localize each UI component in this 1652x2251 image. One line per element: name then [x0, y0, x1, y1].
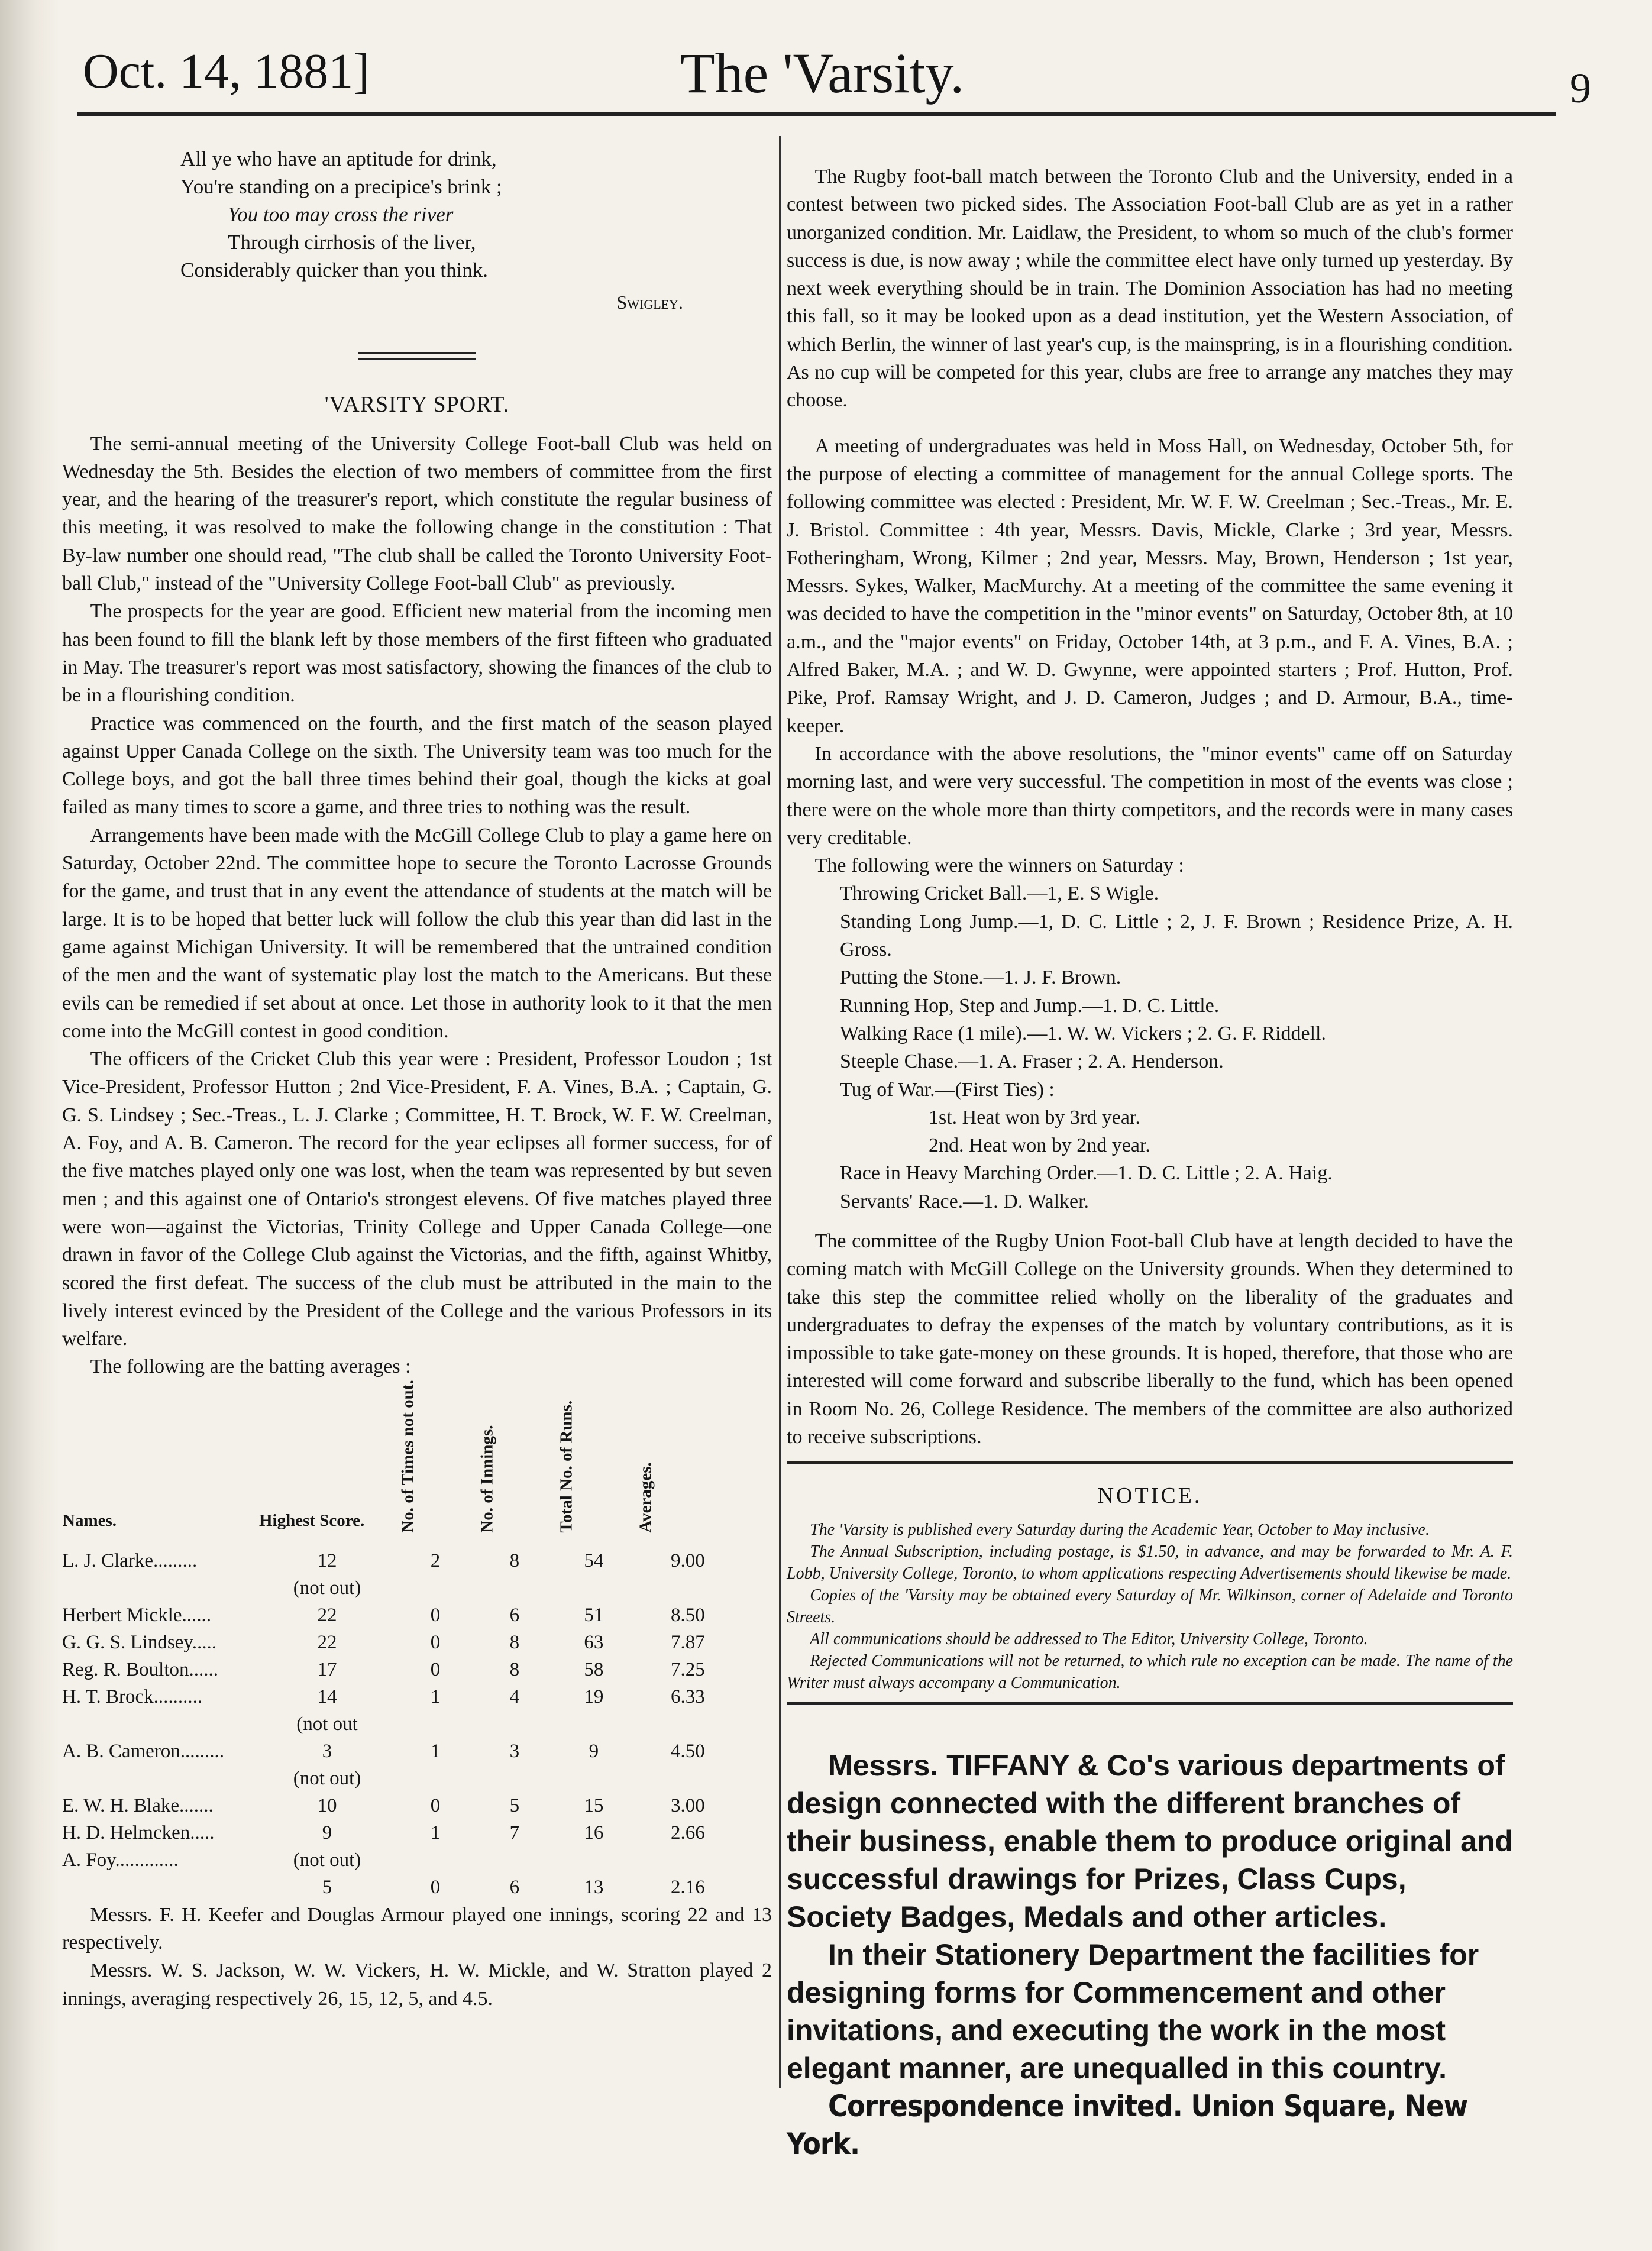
- notice-item: Copies of the 'Varsity may be obtained every Saturday of Mr. Wilkinson, corner of Adelaide and Toronto Streets.: [787, 1586, 1513, 1626]
- article-paragraph: The Rugby foot-ball match between the Toronto Club and the University, ended in a contest between two picked sides. The Association Foot-ball Club are as yet in a rather unorganized condition. Mr. Laidlaw, the President, to whom so much of the club's former success is due, is now away ; while the committee elect have only turned up yesterday. By next week everything should be in train. The Dominion Association has had no meeting this fall, so it may be looked upon as a dead institution, yet the Western Association, of which Berlin, the winner of last year's cup, is the mainspring, is in a flourishing condition. As no cup will be competed for this year, clubs are free to arrange any matches they may choose.: [787, 166, 1513, 412]
- cell-name: H. D. Helmcken.....: [62, 1822, 215, 1844]
- cell-high: 10: [317, 1794, 337, 1816]
- column-header: Highest Score.: [259, 1511, 365, 1531]
- cell-avg: 4.50: [671, 1740, 705, 1762]
- cell-notout: [396, 1710, 475, 1738]
- cell-runs: [554, 1710, 633, 1738]
- cell-avg: [633, 1765, 742, 1792]
- batting-averages-table: [62, 1380, 742, 1901]
- winner-entry: 2nd. Heat won by 2nd year.: [929, 1134, 1150, 1157]
- cell-name: [62, 1710, 258, 1738]
- table-row: [62, 1602, 742, 1629]
- cell-runs: 51: [584, 1604, 604, 1626]
- cell-avg: 7.87: [671, 1631, 705, 1653]
- column-header: No. of Times not out.: [398, 1380, 418, 1534]
- cell-notout: [396, 1846, 475, 1874]
- notice-item: All communications should be addressed to The Editor, University College, Toronto.: [810, 1629, 1368, 1648]
- table-row: [62, 1819, 742, 1846]
- cell-notout: 1: [430, 1740, 441, 1762]
- winner-entry: Walking Race (1 mile).—1. W. W. Vickers ; 2. G. F. Riddell.: [840, 1022, 1326, 1044]
- winner-entry: Servants' Race.—1. D. Walker.: [840, 1190, 1090, 1212]
- table-row: [62, 1574, 742, 1602]
- notice-rule: [787, 1461, 1513, 1464]
- cell-runs: [554, 1846, 633, 1874]
- cell-name: [62, 1765, 258, 1792]
- cell-runs: [554, 1765, 633, 1792]
- cell-avg: 7.25: [671, 1658, 705, 1680]
- header-date: Oct. 14, 1881]: [83, 44, 370, 99]
- winner-entry: Tug of War.—(First Ties) :: [840, 1078, 1055, 1101]
- table-row: [62, 1846, 742, 1874]
- cell-avg: 6.33: [671, 1686, 705, 1707]
- article-paragraph: In accordance with the above resolutions, the "minor events" came off on Saturday morning last, and were very successful. The competition in most of the events was close ; there were on the whole more than thirty competitors, and the records were in many cases very creditable.: [787, 742, 1513, 849]
- cell-high: (not out): [293, 1849, 361, 1871]
- header-rule: [77, 112, 1556, 116]
- cell-high: (not out: [296, 1713, 358, 1735]
- notice-item: The 'Varsity is published every Saturday during the Academic Year, October to May inclusive.: [810, 1520, 1430, 1539]
- winner-entry: Putting the Stone.—1. J. F. Brown.: [840, 966, 1121, 989]
- poem-line: You too may cross the river: [228, 203, 454, 226]
- cell-runs: 19: [584, 1686, 604, 1707]
- cell-high: 3: [322, 1740, 332, 1762]
- cell-innings: [475, 1710, 554, 1738]
- cell-name: [62, 1574, 258, 1602]
- table-row: [62, 1547, 742, 1574]
- cell-innings: 5: [509, 1794, 520, 1816]
- cell-innings: 7: [509, 1822, 520, 1844]
- cell-innings: 6: [509, 1876, 520, 1898]
- cell-innings: [475, 1765, 554, 1792]
- table-row: [62, 1874, 742, 1901]
- ad-contact: Correspondence invited. Union Square, New York.: [787, 2088, 1468, 2161]
- header-title: The 'Varsity.: [680, 41, 965, 105]
- table-row: [62, 1765, 742, 1792]
- cell-notout: [396, 1765, 475, 1792]
- ad-paragraph: Messrs. TIFFANY & Co's various departments of design connected with the different branches of their business, enable them to produce original and successful drawings for Prizes, Class Cups, Society Badges, Medals and other articles.: [787, 1748, 1513, 1933]
- cell-notout: 1: [430, 1686, 441, 1707]
- cell-name: G. G. S. Lindsey.....: [62, 1631, 216, 1653]
- cell-innings: [475, 1574, 554, 1602]
- cell-notout: 0: [430, 1658, 441, 1680]
- cell-innings: 3: [509, 1740, 520, 1762]
- winners-intro: The following were the winners on Saturday :: [814, 855, 1184, 877]
- cell-name: A. B. Cameron.........: [62, 1740, 225, 1762]
- table-row: [62, 1792, 742, 1819]
- ad-paragraph: In their Stationery Department the facilities for designing forms for Commencement and other invitations, and executing the work in the most elegant manner, are unequalled in this country.: [787, 1938, 1479, 2085]
- article-paragraph: Arrangements have been made with the McGill College Club to play a game here on Saturday, October 22nd. The committee hope to secure the Toronto Lacrosse Grounds for the game, and trust that in any event the attendance of students at the match will be large. It is to be hoped that better luck will follow the club this year than did last in the game against Michigan University. It will be remembered that the untrained condition of the men and the want of systematic play lost the match to the Americans. But these evils can be remedied if set about at once. Let those in authority look to it that the men come into the McGill contest in good condition.: [62, 824, 772, 1042]
- winner-entry: Standing Long Jump.—1, D. C. Little ; 2, J. F. Brown ; Residence Prize, A. H. Gross.: [840, 910, 1513, 961]
- cell-high: 5: [322, 1876, 332, 1898]
- cell-innings: 8: [509, 1550, 520, 1571]
- column-divider: [779, 136, 781, 2088]
- page-header: [77, 35, 1591, 112]
- table-row: [62, 1710, 742, 1738]
- cell-innings: [475, 1846, 554, 1874]
- cell-innings: 8: [509, 1658, 520, 1680]
- cell-name: L. J. Clarke.........: [62, 1550, 198, 1571]
- page-number: 9: [1570, 64, 1591, 112]
- cell-name: Reg. R. Boulton......: [62, 1658, 219, 1680]
- note: Messrs. W. S. Jackson, W. W. Vickers, H. W. Mickle, and W. Stratton played 2 innings, averaging respectively 26, 15, 12, 5, and 4.5.: [62, 1959, 772, 2010]
- cell-innings: 6: [509, 1604, 520, 1626]
- cell-runs: 54: [584, 1550, 604, 1571]
- cell-high: 22: [317, 1604, 337, 1626]
- cell-high: 22: [317, 1631, 337, 1653]
- poem-line: All ye who have an aptitude for drink,: [180, 147, 497, 170]
- notice-rule: [787, 1702, 1513, 1705]
- cell-notout: 0: [430, 1631, 441, 1653]
- article-paragraph: The following are the batting averages :: [90, 1356, 411, 1378]
- left-column: [62, 139, 772, 2013]
- cell-high: 14: [317, 1686, 337, 1707]
- winner-entry: Steeple Chase.—1. A. Fraser ; 2. A. Henderson.: [840, 1050, 1224, 1073]
- poem-line: You're standing on a precipice's brink ;: [180, 175, 502, 198]
- cell-avg: [633, 1846, 742, 1874]
- cell-high: 17: [317, 1658, 337, 1680]
- section-divider: [358, 352, 476, 360]
- cell-name: H. T. Brock..........: [62, 1686, 203, 1707]
- cell-runs: [554, 1574, 633, 1602]
- article-paragraph: The semi-annual meeting of the University College Foot-ball Club was held on Wednesday the 5th. Besides the election of two members of committee from the first year, and the hearing of the treasurer's report, which constitute the regular business of this meeting, it was resolved to make the following change in the constitution : That By-law number one should read, "The club shall be called the Toronto University Foot-ball Club," instead of the "University College Foot-ball Club" as previously.: [62, 432, 772, 595]
- batting-notes: [62, 1901, 772, 2013]
- article-paragraph: Practice was commenced on the fourth, and the first match of the season played against Upper Canada College on the sixth. The University team was too much for the College boys, and got the ball three times behind their goal, though the kicks at goal failed as many times to score a game, and three tries to nothing was the result.: [62, 712, 772, 819]
- article-paragraph: The committee of the Rugby Union Foot-ball Club have at length decided to have the coming match with McGill College on the University grounds. When they determined to take this step the committee relied wholly on the liberality of the graduates and undergraduates to defray the expenses of the match by voluntary contributions, as it is impossible to take gate-money on these grounds. It is hoped, therefore, that those who are interested will come forward and subscribe liberally to the fund, which has been opened in Room No. 26, College Residence. The members of the committee are also authorized to receive subscriptions.: [787, 1230, 1513, 1448]
- cell-runs: 58: [584, 1658, 604, 1680]
- notice-heading: NOTICE.: [1097, 1483, 1202, 1509]
- cell-runs: 13: [584, 1876, 604, 1898]
- tiffany-advertisement: [787, 1747, 1513, 2163]
- cell-notout: 0: [430, 1794, 441, 1816]
- cell-name: [62, 1874, 258, 1901]
- poem-signature: Swigley.: [616, 292, 683, 313]
- article-paragraph: The prospects for the year are good. Efficient new material from the incoming men has been found to fill the blank left by those members of the first fifteen who graduated in May. The treasurer's report was most satisfactory, showing the finances of the club to be in a flourishing condition.: [62, 600, 772, 707]
- column-header: No. of Innings.: [477, 1425, 497, 1534]
- cell-name: A. Foy.............: [62, 1849, 179, 1871]
- right-column: [787, 163, 1513, 2163]
- cell-runs: 9: [589, 1740, 599, 1762]
- cell-name: E. W. H. Blake.......: [62, 1794, 214, 1816]
- cell-avg: [633, 1574, 742, 1602]
- cell-innings: 8: [509, 1631, 520, 1653]
- cell-notout: 0: [430, 1604, 441, 1626]
- winner-entry: 1st. Heat won by 3rd year.: [929, 1106, 1140, 1128]
- article-paragraph: The officers of the Cricket Club this year were : President, Professor Loudon ; 1st Vice-President, Professor Hutton ; 2nd Vice-President, F. A. Vines, B.A. ; Captain, G. G. S. Lindsey ; Sec.-Treas., L. J. Clarke ; Committee, H. T. Brock, W. F. W. Creelman, A. Foy, and A. B. Cameron. The record for the year eclipses all former success, for of the five matches played only one was lost, when the team was represented by but seven men ; and this against one of Ontario's strongest elevens. Of five matches played three were won—against the Victorias, Trinity College and Upper Canada College—one drawn in favor of the College Club against the Victorias, and the fifth, against Whitby, scored the first defeat. The success of the club must be attributed in the main to the lively interest evinced by the President of the College and the various Professors in its welfare.: [62, 1048, 772, 1350]
- cell-avg: 2.66: [671, 1822, 705, 1844]
- note: Messrs. F. H. Keefer and Douglas Armour played one innings, scoring 22 and 13 respectively.: [62, 1903, 772, 1954]
- poem: [180, 145, 772, 284]
- cell-runs: 63: [584, 1631, 604, 1653]
- notice-item: The Annual Subscription, including postage, is $1.50, in advance, and may be forwarded to Mr. A. F. Lobb, University College, Toronto, to whom applications respecting Advertisements should likewise be made.: [787, 1542, 1513, 1583]
- cell-avg: [633, 1710, 742, 1738]
- cell-high: (not out): [293, 1577, 361, 1599]
- notice-block: [787, 1519, 1513, 1694]
- cell-avg: 9.00: [671, 1550, 705, 1571]
- cell-runs: 15: [584, 1794, 604, 1816]
- column-header: Total No. of Runs.: [557, 1401, 576, 1534]
- cell-avg: 3.00: [671, 1794, 705, 1816]
- cell-notout: [396, 1574, 475, 1602]
- cell-runs: 16: [584, 1822, 604, 1844]
- cell-avg: 8.50: [671, 1604, 705, 1626]
- cell-notout: 2: [430, 1550, 441, 1571]
- binding-shadow: [0, 0, 59, 2251]
- winners-list: [787, 879, 1513, 1215]
- cell-innings: 4: [509, 1686, 520, 1707]
- cell-high: (not out): [293, 1767, 361, 1789]
- poem-line: Through cirrhosis of the liver,: [228, 231, 476, 254]
- cell-high: 12: [317, 1550, 337, 1571]
- table-header-row: [62, 1393, 742, 1547]
- table-row: [62, 1629, 742, 1656]
- cell-high: 9: [322, 1822, 332, 1844]
- winner-entry: Race in Heavy Marching Order.—1. D. C. Little ; 2. A. Haig.: [840, 1162, 1333, 1185]
- table-row: [62, 1738, 742, 1765]
- cell-notout: 0: [430, 1876, 441, 1898]
- cell-notout: 1: [430, 1822, 441, 1844]
- column-header: Averages.: [636, 1462, 655, 1534]
- table-row: [62, 1656, 742, 1683]
- table-row: [62, 1683, 742, 1710]
- cell-avg: 2.16: [671, 1876, 705, 1898]
- winner-entry: Running Hop, Step and Jump.—1. D. C. Little.: [840, 994, 1220, 1017]
- column-header: Names.: [63, 1511, 117, 1531]
- poem-line: Considerably quicker than you think.: [180, 258, 489, 282]
- article-paragraph: A meeting of undergraduates was held in Moss Hall, on Wednesday, October 5th, for the purpose of electing a committee of management for the annual College sports. The following committee was elected : President, Mr. W. F. W. Creelman ; Sec.-Treas., Mr. E. J. Bristol. Committee : 4th year, Messrs. Davis, Mickle, Clarke ; 3rd year, Messrs. Fotheringham, Wrong, Kilmer ; 2nd year, Messrs. May, Brown, Henderson ; 1st year, Messrs. Sykes, Walker, MacMurchy. At a meeting of the committee the same evening it was decided to have the competition in the "minor events" on Saturday, October 8th, at 10 a.m., and the "major events" on Friday, October 14th, at 3 p.m., and F. A. Vines, B.A. ; Alfred Baker, M.A. ; and W. D. Gwynne, were appointed starters ; Prof. Hutton, Prof. Pike, Prof. Ramsay Wright, and J. D. Cameron, Judges ; and D. Armour, B.A., time-keeper.: [787, 435, 1513, 737]
- notice-item: Rejected Communications will not be returned, to which rule no exception can be made. The name of the Writer must always accompany a Communication.: [787, 1651, 1513, 1692]
- winner-entry: Throwing Cricket Ball.—1, E. S Wigle.: [840, 882, 1159, 905]
- cell-name: Herbert Mickle......: [62, 1604, 211, 1626]
- section-heading: 'VARSITY SPORT.: [324, 392, 510, 418]
